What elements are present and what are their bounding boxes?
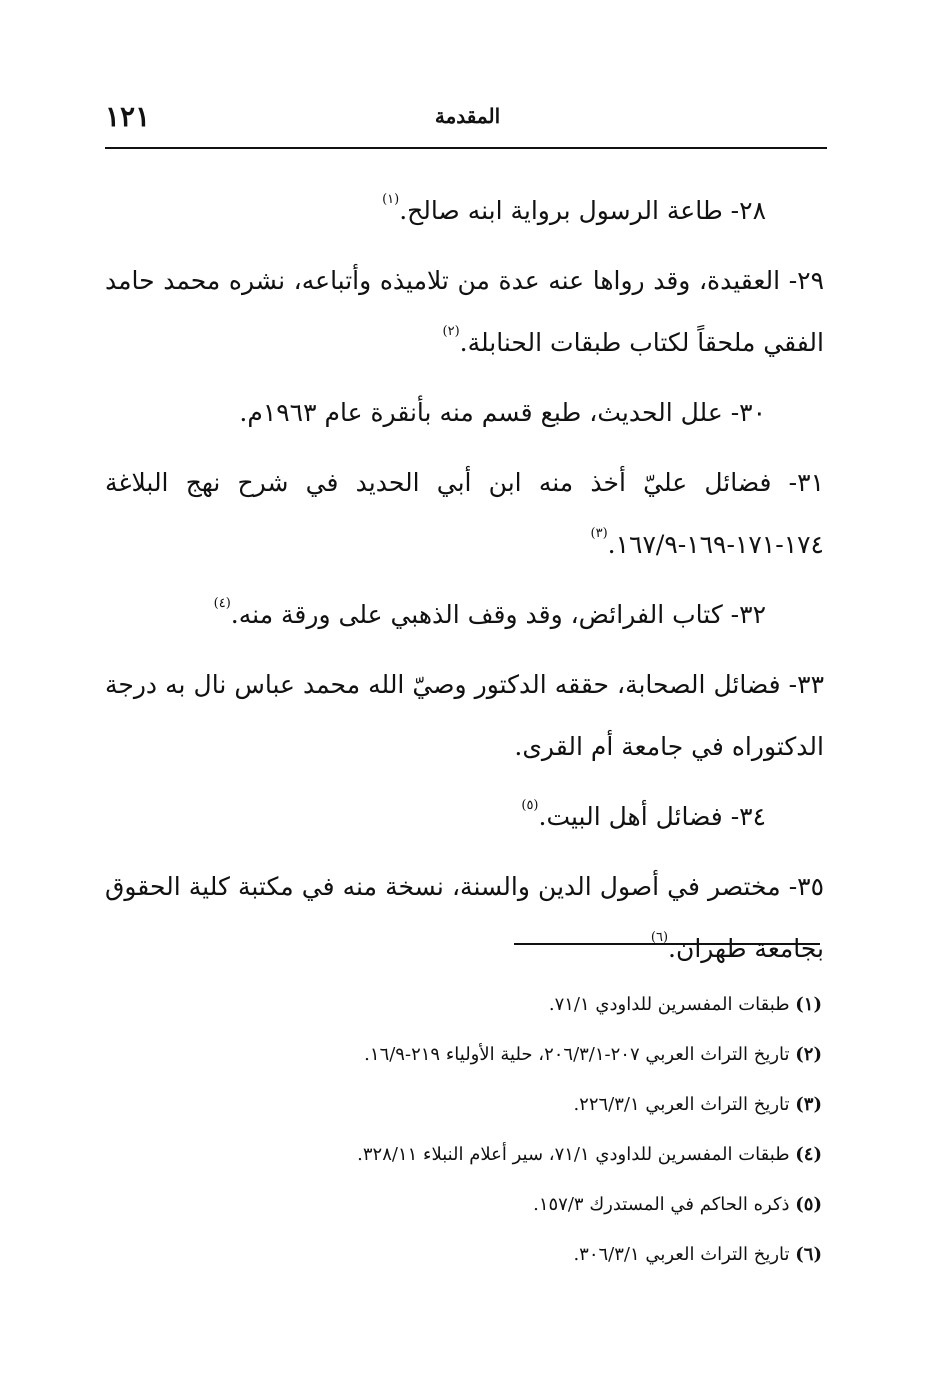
- running-header: [105, 100, 830, 140]
- footnote-ref: (٦): [650, 930, 669, 945]
- footnote-number: (٢): [795, 1044, 822, 1065]
- list-item: [105, 452, 824, 576]
- entry-text: ٣٥- مختصر في أصول الدين والسنة، نسخة منه في مكتبة كلية الحقوق بجامعة طهران.: [105, 872, 824, 963]
- main-text: [105, 180, 824, 988]
- footnote: [105, 1180, 822, 1230]
- footnote-text: ذكره الحاكم في المستدرك ١٥٧/٣.: [533, 1194, 790, 1215]
- list-item: [105, 382, 824, 444]
- entry-text: ٣٢- كتاب الفرائض، وقد وقف الذهبي على ورقة منه.: [230, 600, 766, 629]
- footnote-ref: (٣): [590, 526, 608, 541]
- footnote-ref: (٤): [213, 596, 231, 611]
- footnote-separator: [514, 943, 820, 945]
- entry-text: ٣٤- فضائل أهل البيت.: [538, 802, 766, 831]
- footnote-text: طبقات المفسرين للداودي ٧١/١.: [548, 994, 790, 1015]
- entry-text: ٣٣- فضائل الصحابة، حققه الدكتور وصيّ الله محمد عباس نال به درجة الدكتوراه في جامعة أم القرى.: [105, 670, 824, 761]
- entry-text: ٣٠- علل الحديث، طبع قسم منه بأنقرة عام ١٩٦٣م.: [239, 398, 766, 427]
- footnote: [105, 1230, 822, 1280]
- list-item: [105, 786, 824, 848]
- page-number: ١٢١: [105, 100, 151, 133]
- footnote-number: (٥): [795, 1194, 822, 1215]
- list-item: [105, 584, 824, 646]
- footnote: [105, 980, 822, 1030]
- footnote-number: (٣): [795, 1094, 822, 1115]
- footnote-number: (٦): [795, 1244, 822, 1265]
- footnotes: [105, 980, 822, 1280]
- footnote: [105, 1030, 822, 1080]
- footnote-number: (١): [795, 994, 822, 1015]
- footnote: [105, 1080, 822, 1130]
- footnote-text: تاريخ التراث العربي ٢٠٧-٢٠٦/٣/١، حلية الأولياء ٢١٩-١٦/٩.: [364, 1044, 790, 1065]
- footnote: [105, 1130, 822, 1180]
- entry-text: ٢٩- العقيدة، وقد رواها عنه عدة من تلاميذه وأتباعه، نشره محمد حامد الفقي ملحقاً لكتاب طبقات الحنابلة.: [105, 266, 824, 357]
- footnote-text: تاريخ التراث العربي ٣٠٦/٣/١.: [573, 1244, 790, 1265]
- list-item: [105, 654, 824, 778]
- footnote-text: تاريخ التراث العربي ٢٢٦/٣/١.: [573, 1094, 790, 1115]
- header-rule: [105, 147, 827, 149]
- list-item: [105, 180, 824, 242]
- entry-text: ٢٨- طاعة الرسول برواية ابنه صالح.: [399, 196, 766, 225]
- footnote-text: طبقات المفسرين للداودي ٧١/١، سير أعلام النبلاء ٣٢٨/١١.: [357, 1144, 790, 1165]
- list-item: [105, 856, 824, 980]
- list-item: [105, 250, 824, 374]
- footnote-ref: (١): [382, 192, 400, 207]
- entry-text: ٣١- فضائل عليّ أخذ منه ابن أبي الحديد في شرح نهج البلاغة ١٧٤-١٧١-١٦٩-١٦٧/٩.: [105, 468, 824, 559]
- footnote-ref: (٢): [442, 324, 460, 339]
- footnote-ref: (٥): [521, 798, 539, 813]
- footnote-number: (٤): [795, 1144, 822, 1165]
- page-title: المقدمة: [434, 104, 501, 128]
